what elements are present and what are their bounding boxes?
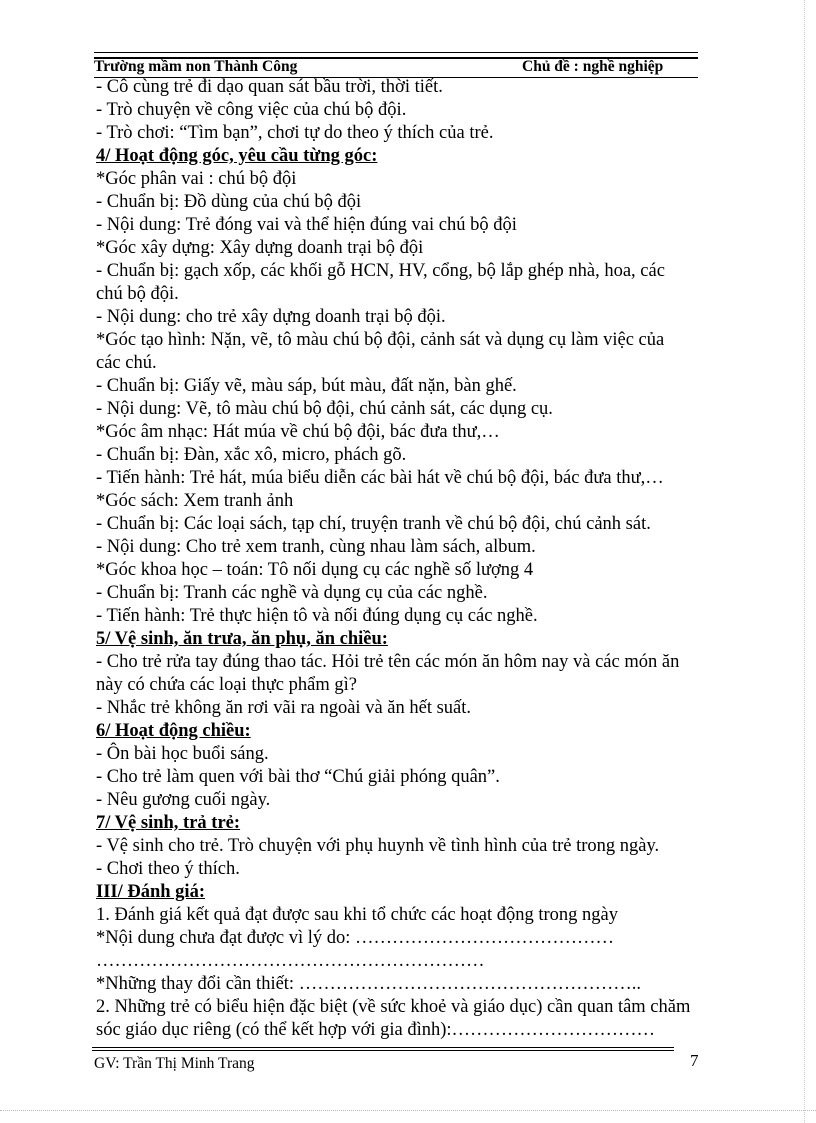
text-line: - Nêu gương cuối ngày. [96, 790, 271, 810]
text-line: *Góc khoa học – toán: Tô nối dụng cụ các nghề số lượng 4 [96, 560, 534, 580]
page-edge-bottom [0, 1110, 816, 1111]
text-line: - Chuẩn bị: Tranh các nghề và dụng cụ của các nghề. [96, 583, 488, 603]
text-line: 2. Những trẻ có biểu hiện đặc biệt (về sức khoẻ và giáo dục) cần quan tâm chăm [96, 997, 691, 1017]
page-edge-right [804, 0, 805, 1123]
text-line: *Nội dung chưa đạt được vì lý do: …………………………………… [96, 928, 614, 948]
text-line: *Góc xây dựng: Xây dựng doanh trại bộ đội [96, 238, 424, 258]
text-line: *Góc âm nhạc: Hát múa về chú bộ đội, bác đưa thư,… [96, 422, 500, 442]
header-school: Trường mầm non Thành Công [94, 58, 298, 75]
text-line: - Chuẩn bị: gạch xốp, các khối gỗ HCN, HV, cổng, bộ lắp ghép nhà, hoa, các [96, 261, 665, 281]
document-body [96, 76, 706, 1042]
text-line: - Chuẩn bị: Giấy vẽ, màu sáp, bút màu, đất nặn, bàn ghế. [96, 376, 517, 396]
text-line: - Nhắc trẻ không ăn rơi vãi ra ngoài và ăn hết suất. [96, 698, 472, 718]
text-line: - Cho trẻ rửa tay đúng thao tác. Hỏi trẻ tên các món ăn hôm nay và các món ăn [96, 652, 680, 672]
text-line: - Ôn bài học buổi sáng. [96, 744, 269, 764]
text-line: ……………………………………………………… [96, 951, 485, 971]
text-line: - Chuẩn bị: Đàn, xắc xô, micro, phách gõ. [96, 445, 407, 465]
text-line: 1. Đánh giá kết quả đạt được sau khi tổ chức các hoạt động trong ngày [96, 905, 618, 925]
page-header [94, 52, 698, 75]
text-line: - Trò chơi: “Tìm bạn”, chơi tự do theo ý thích của trẻ. [96, 123, 494, 143]
text-line: - Chuẩn bị: Các loại sách, tạp chí, truyện tranh về chú bộ đội, chú cảnh sát. [96, 514, 651, 534]
text-line: - Chuẩn bị: Đồ dùng của chú bộ đội [96, 192, 362, 212]
text-line: - Cô cùng trẻ đi dạo quan sát bầu trời, thời tiết. [96, 77, 443, 97]
section-heading: 4/ Hoạt động góc, yêu cầu từng góc: [96, 146, 378, 166]
text-line: - Nội dung: Trẻ đóng vai và thể hiện đúng vai chú bộ đội [96, 215, 517, 235]
section-heading: 5/ Vệ sinh, ăn trưa, ăn phụ, ăn chiều: [96, 629, 388, 649]
text-line: sóc giáo dục riêng (có thể kết hợp với gia đình):…………………………… [96, 1020, 656, 1040]
footer-teacher: GV: Trần Thị Minh Trang [94, 1055, 255, 1072]
text-line: - Chơi theo ý thích. [96, 859, 240, 879]
section-heading: 6/ Hoạt động chiều: [96, 721, 251, 741]
text-line: - Tiến hành: Trẻ thực hiện tô và nối đúng dụng cụ các nghề. [96, 606, 538, 626]
section-heading: III/ Đánh giá: [96, 882, 205, 902]
text-line: *Góc sách: Xem tranh ảnh [96, 491, 294, 511]
text-line: các chú. [96, 353, 157, 373]
text-line: *Góc tạo hình: Nặn, vẽ, tô màu chú bộ đội, cảnh sát và dụng cụ làm việc của [96, 330, 665, 350]
text-line: này có chứa các loại thực phẩm gì? [96, 675, 357, 695]
section-heading: 7/ Vệ sinh, trả trẻ: [96, 813, 241, 833]
text-line: chú bộ đội. [96, 284, 179, 304]
text-line: - Nội dung: cho trẻ xây dựng doanh trại bộ đội. [96, 307, 446, 327]
text-line: *Những thay đổi cần thiết: ……………………………………………….. [96, 974, 641, 994]
text-line: - Trò chuyện về công việc của chú bộ đội. [96, 100, 407, 120]
text-line: - Nội dung: Cho trẻ xem tranh, cùng nhau làm sách, album. [96, 537, 536, 557]
text-line: - Nội dung: Vẽ, tô màu chú bộ đội, chú cảnh sát, các dụng cụ. [96, 399, 553, 419]
text-line: - Tiến hành: Trẻ hát, múa biểu diễn các bài hát về chú bộ đội, bác đưa thư,… [96, 468, 664, 488]
footer-rule [92, 1047, 674, 1051]
text-line: - Vệ sinh cho trẻ. Trò chuyện với phụ huynh về tình hình của trẻ trong ngày. [96, 836, 660, 856]
page-number: 7 [690, 1051, 699, 1070]
text-line: - Cho trẻ làm quen với bài thơ “Chú giải phóng quân”. [96, 767, 500, 787]
text-line: *Góc phân vai : chú bộ đội [96, 169, 297, 189]
header-topic: Chủ đề : nghề nghiệp [522, 58, 664, 75]
